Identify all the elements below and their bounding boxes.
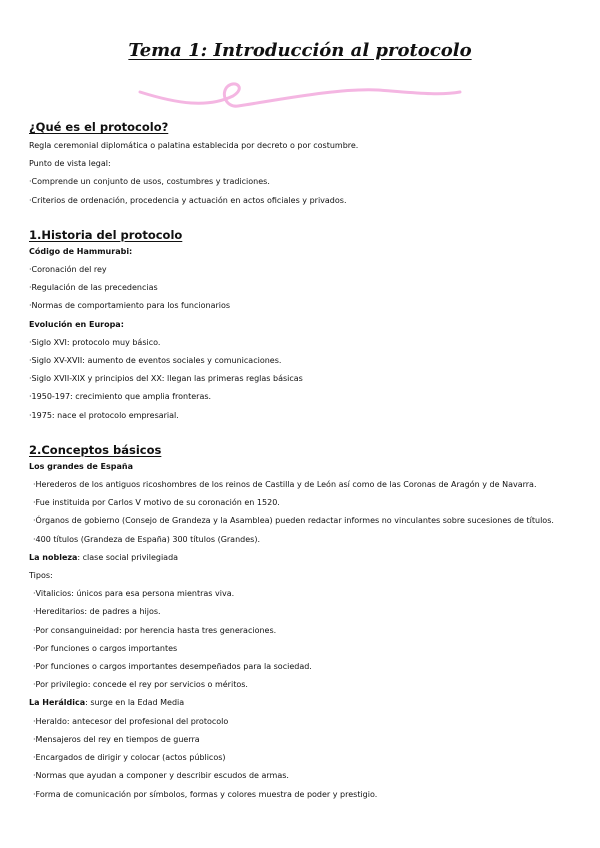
section-basic-concepts <box>29 442 584 804</box>
text-line: Tipos: <box>29 571 53 581</box>
section-history <box>29 227 584 425</box>
list-item: ·Herederos de los antiguos ricoshombres de los reinos de Castilla y de León así como de las Coronas de Aragón y de Navarra. <box>33 480 537 490</box>
list-item: ·Normas de comportamiento para los funcionarios <box>29 301 231 311</box>
list-item: ·Por privilegio: concede el rey por servicios o méritos. <box>33 680 248 690</box>
list-item: ·Normas que ayudan a componer y describir escudos de armas. <box>33 771 289 781</box>
list-item: ·Siglo XVI: protocolo muy básico. <box>29 337 161 347</box>
list-item: ·1950-197: crecimiento que amplia fronteras. <box>29 392 212 402</box>
section-heading: 1.Historia del protocolo <box>29 227 183 242</box>
list-item: ·1975: nace el protocolo empresarial. <box>29 410 179 420</box>
inline-text: : surge en la Edad Media <box>85 698 185 708</box>
section-what-is-protocol <box>29 119 584 210</box>
list-item: ·Fue instituida por Carlos V motivo de su coronación en 1520. <box>33 498 280 508</box>
subheading: La nobleza <box>29 552 78 562</box>
subheading: Los grandes de España <box>29 461 133 471</box>
list-item: ·Órganos de gobierno (Consejo de Grandeza y la Asamblea) pueden redactar informes no vinculantes sobre sucesiones de títulos. <box>33 516 554 526</box>
list-item: ·Vitalicios: únicos para esa persona mientras viva. <box>33 589 235 599</box>
subheading: Evolución en Europa: <box>29 319 124 329</box>
subheading: Código de Hammurabi: <box>29 246 133 256</box>
list-item: ·400 títulos (Grandeza de España) 300 títulos (Grandes). <box>33 534 260 544</box>
section-heading: 2.Conceptos básicos <box>29 442 162 457</box>
heraldica-line <box>29 694 584 712</box>
list-item: ·Mensajeros del rey en tiempos de guerra <box>33 734 200 744</box>
list-item: ·Siglo XV-XVII: aumento de eventos sociales y comunicaciones. <box>29 356 282 366</box>
list-item: ·Forma de comunicación por símbolos, formas y colores muestra de poder y prestigio. <box>33 789 378 799</box>
section-heading: ¿Qué es el protocolo? <box>29 120 169 134</box>
list-item: ·Siglo XVII-XIX y principios del XX: llegan las primeras reglas básicas <box>29 374 303 384</box>
list-item: ·Coronación del rey <box>29 265 107 275</box>
text-line: Punto de vista legal: <box>29 159 111 169</box>
nobleza-line <box>29 549 584 567</box>
list-item: ·Regulación de las precedencias <box>29 283 158 293</box>
page-title: Tema 1: Introducción al protocolo <box>128 40 472 61</box>
list-item: ·Encargados de dirigir y colocar (actos públicos) <box>33 753 226 763</box>
list-item: ·Por funciones o cargos importantes <box>33 643 178 653</box>
subheading: La Heráldica <box>29 698 86 708</box>
list-item: ·Hereditarios: de padres a hijos. <box>33 607 161 617</box>
list-item: ·Por consanguineidad: por herencia hasta tres generaciones. <box>33 625 277 635</box>
text-line: ·Comprende un conjunto de usos, costumbres y tradiciones. <box>29 177 270 187</box>
document-body <box>29 119 584 804</box>
decorative-divider <box>138 78 462 114</box>
text-line: Regla ceremonial diplomática o palatina establecida por decreto o por costumbre. <box>29 141 359 150</box>
inline-text: : clase social privilegiada <box>77 552 179 562</box>
text-line: ·Criterios de ordenación, procedencia y actuación en actos oficiales y privados. <box>29 195 347 205</box>
list-item: ·Por funciones o cargos importantes desempeñados para la sociedad. <box>33 662 312 672</box>
list-item: ·Heraldo: antecesor del profesional del protocolo <box>33 716 229 726</box>
